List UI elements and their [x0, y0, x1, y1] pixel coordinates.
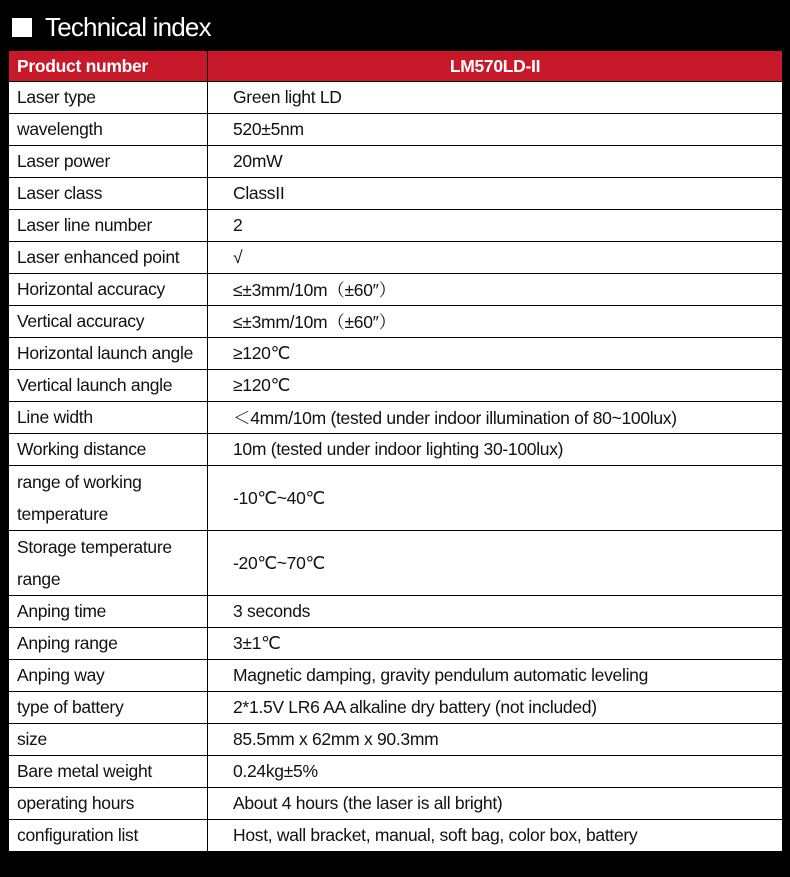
table-row [9, 788, 783, 820]
spec-label: Anping range [9, 628, 208, 660]
spec-label: wavelength [9, 114, 208, 146]
spec-value: 3±1℃ [208, 628, 783, 660]
table-row [9, 306, 783, 338]
spec-label: Working distance [9, 434, 208, 466]
spec-value: 3 seconds [208, 596, 783, 628]
spec-value: Host, wall bracket, manual, soft bag, color box, battery [208, 820, 783, 852]
spec-value: 2*1.5V LR6 AA alkaline dry battery (not included) [208, 692, 783, 724]
spec-value: About 4 hours (the laser is all bright) [208, 788, 783, 820]
spec-value: -20℃~70℃ [208, 531, 783, 596]
spec-label: Laser type [9, 82, 208, 114]
spec-label: Vertical launch angle [9, 370, 208, 402]
table-row [9, 242, 783, 274]
table-row [9, 660, 783, 692]
page-title [12, 10, 211, 44]
spec-label: Laser enhanced point [9, 242, 208, 274]
table-row [9, 274, 783, 306]
table-row [9, 146, 783, 178]
spec-label: Vertical accuracy [9, 306, 208, 338]
table-row [9, 820, 783, 852]
spec-label: configuration list [9, 820, 208, 852]
table-row [9, 756, 783, 788]
spec-value: Green light LD [208, 82, 783, 114]
spec-value: ≤±3mm/10m（±60″） [208, 274, 783, 306]
table-row [9, 338, 783, 370]
table-header-row [9, 51, 783, 82]
spec-value: ≥120℃ [208, 338, 783, 370]
header-value: LM570LD-II [208, 51, 783, 82]
table-row [9, 531, 783, 596]
table-row [9, 628, 783, 660]
table-row [9, 210, 783, 242]
spec-value: -10℃~40℃ [208, 466, 783, 531]
spec-value: 0.24kg±5% [208, 756, 783, 788]
spec-label: Anping time [9, 596, 208, 628]
spec-label: Laser class [9, 178, 208, 210]
spec-value: 520±5nm [208, 114, 783, 146]
spec-value: ≥120℃ [208, 370, 783, 402]
spec-value: 85.5mm x 62mm x 90.3mm [208, 724, 783, 756]
spec-value: 10m (tested under indoor lighting 30-100lux) [208, 434, 783, 466]
spec-value: √ [208, 242, 783, 274]
table-row [9, 596, 783, 628]
spec-value: 2 [208, 210, 783, 242]
spec-label: Horizontal accuracy [9, 274, 208, 306]
spec-label: Laser power [9, 146, 208, 178]
spec-value: ClassII [208, 178, 783, 210]
spec-label: size [9, 724, 208, 756]
spec-label: Anping way [9, 660, 208, 692]
title-text: Technical index [45, 11, 211, 42]
spec-label: Bare metal weight [9, 756, 208, 788]
spec-label: range of working temperature [9, 466, 208, 531]
spec-label: type of battery [9, 692, 208, 724]
square-bullet-icon [12, 18, 32, 37]
spec-value: Magnetic damping, gravity pendulum automatic leveling [208, 660, 783, 692]
table-row [9, 114, 783, 146]
spec-label: Laser line number [9, 210, 208, 242]
spec-table [8, 50, 783, 852]
table-row [9, 724, 783, 756]
spec-label: Horizontal launch angle [9, 338, 208, 370]
table-row [9, 178, 783, 210]
table-row [9, 692, 783, 724]
table-row [9, 82, 783, 114]
spec-label: Storage temperature range [9, 531, 208, 596]
spec-label: operating hours [9, 788, 208, 820]
table-row [9, 402, 783, 434]
spec-value: 20mW [208, 146, 783, 178]
table-row [9, 434, 783, 466]
header-label: Product number [9, 51, 208, 82]
table-row [9, 370, 783, 402]
spec-label: Line width [9, 402, 208, 434]
spec-value: ≤±3mm/10m（±60″） [208, 306, 783, 338]
spec-value: ＜4mm/10m (tested under indoor illumination of 80~100lux) [208, 402, 783, 434]
table-row [9, 466, 783, 531]
